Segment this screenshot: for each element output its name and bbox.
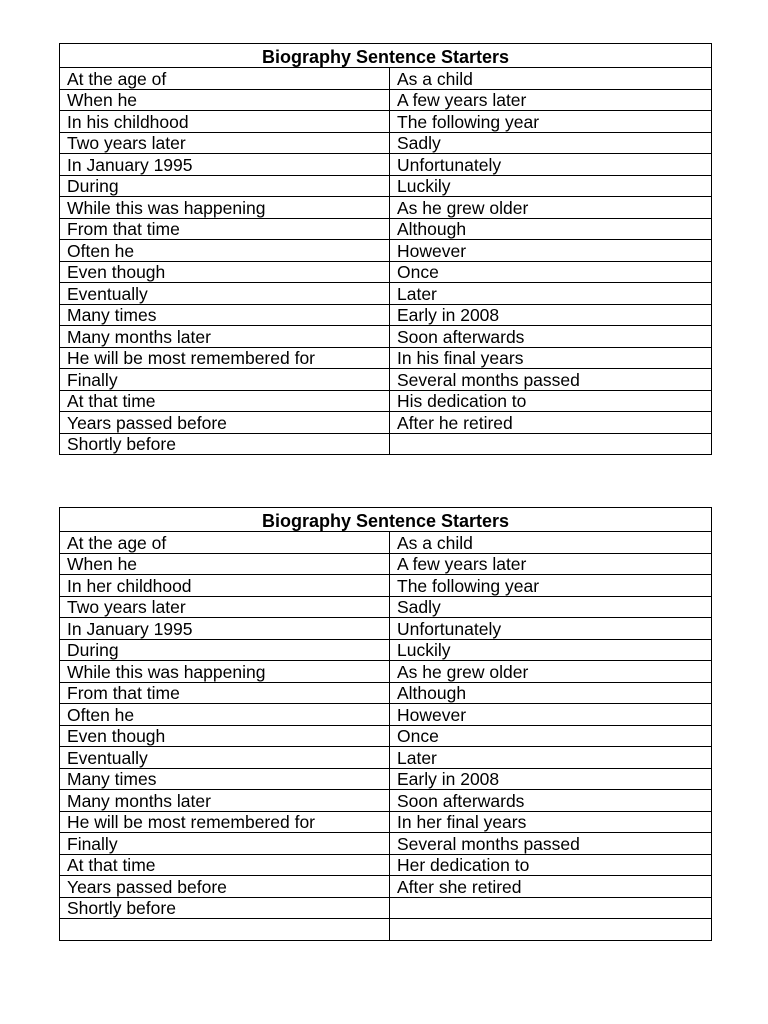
table-row — [60, 412, 712, 434]
table-row — [60, 833, 712, 855]
table-row — [60, 768, 712, 790]
starter-cell-right: The following year — [390, 111, 712, 133]
starter-cell-right: Sadly — [390, 596, 712, 618]
starter-cell-right — [390, 919, 712, 941]
starter-cell-left: When he — [60, 89, 390, 111]
starter-cell-right: Once — [390, 261, 712, 283]
starter-cell-right: Unfortunately — [390, 618, 712, 640]
starter-cell-left: Years passed before — [60, 876, 390, 898]
starter-cell-right: As a child — [390, 532, 712, 554]
table-row — [60, 347, 712, 369]
starter-cell-right: His dedication to — [390, 390, 712, 412]
table-row — [60, 596, 712, 618]
starter-cell-left: During — [60, 639, 390, 661]
starter-cell-left: Many times — [60, 304, 390, 326]
starter-cell-left: Years passed before — [60, 412, 390, 434]
starter-cell-left: Two years later — [60, 132, 390, 154]
starter-cell-right: A few years later — [390, 553, 712, 575]
starter-cell-right: A few years later — [390, 89, 712, 111]
starter-cell-left: In January 1995 — [60, 154, 390, 176]
starter-cell-right: As he grew older — [390, 661, 712, 683]
table-row — [60, 261, 712, 283]
starter-cell-left: From that time — [60, 218, 390, 240]
starter-cell-right: After he retired — [390, 412, 712, 434]
starter-cell-right: Later — [390, 747, 712, 769]
table-row — [60, 175, 712, 197]
starter-cell-right: However — [390, 240, 712, 262]
starter-cell-left: During — [60, 175, 390, 197]
table-row — [60, 240, 712, 262]
table-row — [60, 304, 712, 326]
starter-cell-left: Many times — [60, 768, 390, 790]
table-row — [60, 218, 712, 240]
starter-cell-left: Even though — [60, 261, 390, 283]
table-row — [60, 132, 712, 154]
starter-cell-right: After she retired — [390, 876, 712, 898]
starter-cell-left: While this was happening — [60, 197, 390, 219]
table-row — [60, 369, 712, 391]
starter-cell-right: In her final years — [390, 811, 712, 833]
starter-cell-left: At the age of — [60, 532, 390, 554]
table-row — [60, 326, 712, 348]
starter-cell-left: Often he — [60, 240, 390, 262]
starter-cell-left: Finally — [60, 833, 390, 855]
starter-cell-left: In January 1995 — [60, 618, 390, 640]
table-row — [60, 747, 712, 769]
starter-cell-right: Sadly — [390, 132, 712, 154]
starter-cell-right: However — [390, 704, 712, 726]
table-row — [60, 661, 712, 683]
table-row — [60, 811, 712, 833]
table-row — [60, 897, 712, 919]
table-row — [60, 433, 712, 455]
table-row — [60, 111, 712, 133]
starter-cell-left: He will be most remembered for — [60, 811, 390, 833]
table-row — [60, 704, 712, 726]
starter-cell-right: Soon afterwards — [390, 326, 712, 348]
starter-cell-left: Many months later — [60, 326, 390, 348]
starter-cell-left: From that time — [60, 682, 390, 704]
starter-cell-right: Unfortunately — [390, 154, 712, 176]
starter-cell-left: Finally — [60, 369, 390, 391]
starter-cell-left: Shortly before — [60, 433, 390, 455]
table-row — [60, 553, 712, 575]
starter-cell-right: Although — [390, 218, 712, 240]
starter-cell-left: When he — [60, 553, 390, 575]
table-title-row — [60, 44, 712, 68]
starter-cell-right: The following year — [390, 575, 712, 597]
table-row — [60, 532, 712, 554]
table-row — [60, 154, 712, 176]
starter-cell-right — [390, 897, 712, 919]
starter-cell-left: Eventually — [60, 747, 390, 769]
starter-cell-right — [390, 433, 712, 455]
starter-cell-right: Her dedication to — [390, 854, 712, 876]
starter-cell-right: Luckily — [390, 175, 712, 197]
starter-cell-right: In his final years — [390, 347, 712, 369]
starter-cell-right: Early in 2008 — [390, 768, 712, 790]
starter-cell-right: Although — [390, 682, 712, 704]
table-row — [60, 197, 712, 219]
starter-cell-left: At that time — [60, 390, 390, 412]
starter-cell-left — [60, 919, 390, 941]
starter-cell-left: While this was happening — [60, 661, 390, 683]
starter-cell-right: Once — [390, 725, 712, 747]
table-body — [60, 532, 712, 941]
starter-cell-left: Eventually — [60, 283, 390, 305]
starter-cell-left: Even though — [60, 725, 390, 747]
table-row — [60, 919, 712, 941]
table-row — [60, 390, 712, 412]
starter-cell-left: At the age of — [60, 68, 390, 90]
table-row — [60, 283, 712, 305]
starter-cell-right: Several months passed — [390, 369, 712, 391]
starter-cell-left: Often he — [60, 704, 390, 726]
table-row — [60, 682, 712, 704]
table-body — [60, 68, 712, 455]
starter-cell-left: In his childhood — [60, 111, 390, 133]
starter-cell-left: At that time — [60, 854, 390, 876]
starter-cell-right: Several months passed — [390, 833, 712, 855]
starter-cell-right: Soon afterwards — [390, 790, 712, 812]
table-row — [60, 725, 712, 747]
starter-cell-right: As he grew older — [390, 197, 712, 219]
starter-cell-left: Many months later — [60, 790, 390, 812]
starter-cell-right: As a child — [390, 68, 712, 90]
starter-cell-left: Two years later — [60, 596, 390, 618]
table-row — [60, 89, 712, 111]
starter-cell-right: Early in 2008 — [390, 304, 712, 326]
starter-cell-left: He will be most remembered for — [60, 347, 390, 369]
table-title: Biography Sentence Starters — [60, 44, 712, 68]
table-row — [60, 876, 712, 898]
table-row — [60, 639, 712, 661]
table-row — [60, 575, 712, 597]
sentence-starters-table-1 — [59, 43, 712, 455]
table-title-row — [60, 508, 712, 532]
table-row — [60, 854, 712, 876]
starter-cell-right: Later — [390, 283, 712, 305]
starter-cell-left: Shortly before — [60, 897, 390, 919]
table-row — [60, 68, 712, 90]
sentence-starters-table-2 — [59, 507, 712, 941]
table-row — [60, 790, 712, 812]
starter-cell-right: Luckily — [390, 639, 712, 661]
table-row — [60, 618, 712, 640]
starter-cell-left: In her childhood — [60, 575, 390, 597]
table-title: Biography Sentence Starters — [60, 508, 712, 532]
